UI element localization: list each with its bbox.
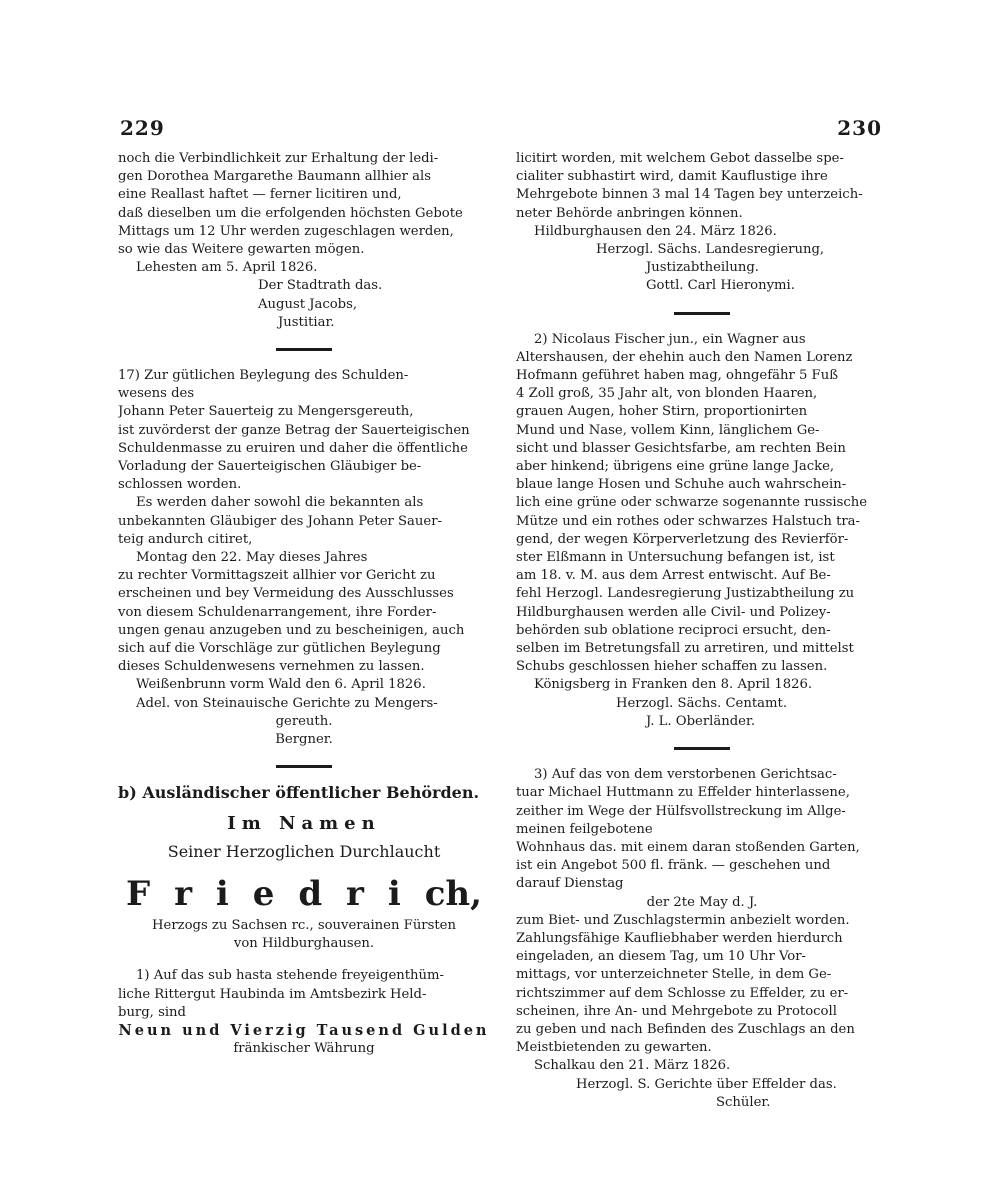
text-line: Wohnhaus das. mit einem daran stoßenden Garten,	[516, 839, 860, 855]
text-line: 4 Zoll groß, 35 Jahr alt, von blonden Haaren,	[516, 386, 818, 402]
text-line: wesens des	[118, 386, 195, 402]
text-line: licitirt worden, mit welchem Gebot dasselbe spe-	[516, 151, 844, 166]
text-line: mittags, vor unterzeichneter Stelle, in dem Ge-	[516, 967, 832, 983]
text-line: 2) Nicolaus Fischer jun., ein Wagner aus	[534, 331, 806, 347]
text-line: von diesem Schuldenarrangement, ihre Forder-	[118, 604, 437, 620]
signature-line: Gottl. Carl Hieronymi.	[646, 278, 795, 294]
text-line: Mütze und ein rothes oder schwarzes Halstuch tra-	[516, 513, 860, 529]
text-line: gen Dorothea Margarethe Baumann allhier als	[118, 169, 431, 185]
text-line: behörden sub oblatione reciproci ersucht, den-	[516, 622, 831, 638]
signature-line: Bergner.	[275, 732, 333, 748]
text-line: schlossen worden.	[118, 477, 242, 493]
text-line: 1) Auf das sub hasta stehende freyeigenthüm-	[136, 968, 445, 984]
seiner-line: Seiner Herzoglichen Durchlaucht	[167, 842, 441, 861]
text-line: Altershausen, der ehehin auch den Namen Lorenz	[516, 349, 853, 365]
ruler-name	[118, 871, 490, 917]
text-line: ist zuvörderst der ganze Betrag der Sauerteigischen	[118, 422, 470, 438]
text-line: sich auf die Vorschläge zur gütlichen Beylegung	[118, 641, 441, 657]
notice-date: Schalkau den 21. März 1826.	[534, 1058, 731, 1074]
right-column	[516, 150, 888, 1112]
text-line: zeither im Wege der Hülfsvollstreckung im Allge-	[516, 803, 846, 819]
text-line: unbekannten Gläubiger des Johann Peter Sauer-	[118, 513, 442, 529]
signature-line: Der Stadtrath das.	[258, 278, 383, 294]
ruler-name-letter: d	[298, 873, 323, 914]
amount-line: Neun und Vierzig Tausend Gulden	[118, 1021, 490, 1039]
signature-line: J. L. Oberländer.	[646, 713, 756, 729]
text-line: eine Reallast haftet — ferner licitiren und,	[118, 187, 402, 203]
section-divider	[276, 765, 332, 768]
signature-line: Justitiar.	[278, 314, 335, 330]
text-line: blaue lange Hosen und Schuhe auch wahrschein-	[516, 477, 847, 493]
text-line: selben im Betretungsfall zu arretiren, und mittelst	[516, 641, 854, 657]
text-line: grauen Augen, hoher Stirn, proportionirten	[516, 404, 808, 420]
signature-line: Schüler.	[716, 1094, 771, 1110]
text-line: Mund und Nase, vollem Kinn, länglichem Ge-	[516, 422, 820, 438]
text-line: 17) Zur gütlichen Beylegung des Schulden-	[118, 368, 409, 384]
text-line: zu rechter Vormittagszeit allhier vor Gericht zu	[118, 568, 436, 584]
text-line: ungen genau anzugeben und zu bescheinigen, auch	[118, 622, 465, 638]
text-line: lich eine grüne oder schwarze sogenannte russische	[516, 495, 868, 511]
text-line: Es werden daher sowohl die bekannten als	[136, 495, 424, 511]
signature-line: August Jacobs,	[258, 296, 358, 312]
text-line: daß dieselben um die erfolgenden höchsten Gebote	[118, 205, 463, 221]
ruler-name-letter: i	[387, 873, 401, 914]
section-heading: b) Ausländischer öffentlicher Behörden.	[118, 784, 480, 803]
section-divider	[276, 348, 332, 351]
text-line: Vorladung der Sauerteigischen Gläubiger be-	[118, 459, 422, 475]
text-line: der 2te May d. J.	[646, 894, 758, 910]
notice-date: Hildburghausen den 24. März 1826.	[534, 223, 777, 239]
text-line: meinen feilgebotene	[516, 821, 653, 837]
text-line: erscheinen und bey Vermeidung des Ausschlusses	[118, 586, 454, 602]
text-line: Mehrgebote binnen 3 mal 14 Tagen bey unterzeich-	[516, 187, 863, 203]
ruler-name-letter: i	[215, 873, 229, 914]
text-line: cialiter subhastirt wird, damit Kauflustige ihre	[516, 169, 828, 185]
text-line: dieses Schuldenwesens vernehmen zu lassen.	[118, 659, 425, 675]
text-line: teig andurch citiret,	[118, 531, 253, 547]
text-line: tuar Michael Huttmann zu Effelder hinterlassene,	[516, 785, 850, 801]
text-line: Johann Peter Sauerteig zu Mengersgereuth,	[118, 404, 414, 420]
text-line: Hofmann geführet haben mag, ohngefähr 5 Fuß	[516, 368, 838, 384]
ruler-name-letter: F	[126, 873, 151, 914]
text-line: Montag den 22. May dieses Jahres	[136, 550, 368, 566]
text-line: Schubs geschlossen hieher schaffen zu lassen.	[516, 659, 828, 675]
left-column	[118, 150, 490, 1058]
section-divider	[674, 312, 730, 315]
signature-line: Herzogl. Sächs. Centamt.	[616, 695, 788, 711]
text-line: Zahlungsfähige Kaufliebhaber werden hierdurch	[516, 930, 843, 946]
signature-line: gereuth.	[275, 713, 333, 729]
ruler-name-letter: r	[346, 873, 364, 914]
intro-notice	[118, 150, 490, 332]
text-line: neter Behörde anbringen können.	[516, 205, 743, 221]
text-line: am 18. v. M. aus dem Arrest entwischt. Auf Be-	[516, 568, 831, 584]
ruler-name-letter: r	[174, 873, 192, 914]
notice-date: Königsberg in Franken den 8. April 1826.	[534, 677, 813, 693]
signature-line: Justizabtheilung.	[646, 260, 759, 276]
text-line: ster Elßmann in Untersuchung befangen ist, ist	[516, 550, 835, 566]
signature-line: Herzogl. S. Gerichte über Effelder das.	[576, 1076, 837, 1092]
text-line: burg, sind	[118, 1004, 186, 1020]
amount-line: fränkischer Währung	[233, 1041, 375, 1057]
text-line: fehl Herzogl. Landesregierung Justizabtheilung zu	[516, 586, 855, 602]
text-line: Schuldenmasse zu eruiren und daher die öffentliche	[118, 440, 468, 456]
page-number-right: 230	[837, 116, 882, 140]
text-line: darauf Dienstag	[516, 876, 624, 892]
section-divider	[674, 747, 730, 750]
text-line: so wie das Weitere gewarten mögen.	[118, 242, 365, 258]
text-line: 3) Auf das von dem verstorbenen Gerichtsac-	[534, 767, 837, 783]
ruler-name-letter: e	[252, 873, 275, 914]
text-line: gend, der wegen Körperverletzung des Revierför-	[516, 531, 849, 547]
ruler-name-letter: ch,	[424, 873, 482, 914]
text-line: Meistbietenden zu gewarten.	[516, 1040, 712, 1056]
text-line: scheinen, ihre An- und Mehrgebote zu Protocoll	[516, 1003, 837, 1019]
signature-line: Herzogl. Sächs. Landesregierung,	[596, 242, 825, 258]
text-line: ist ein Angebot 500 fl. fränk. — geschehen und	[516, 858, 831, 874]
text-line: eingeladen, an diesem Tag, um 10 Uhr Vor-	[516, 949, 806, 965]
ruler-title: Herzogs zu Sachsen rc., souverainen Fürsten	[152, 917, 456, 933]
text-line: noch die Verbindlichkeit zur Erhaltung der ledi-	[118, 151, 439, 166]
notice-date: Lehesten am 5. April 1826.	[136, 260, 318, 276]
notice-17	[118, 367, 490, 749]
ruler-title: von Hildburghausen.	[233, 936, 375, 952]
text-line: sicht und blasser Gesichtsfarbe, am rechten Bein	[516, 440, 846, 456]
text-line: richtszimmer auf dem Schlosse zu Effelder, zu er-	[516, 985, 849, 1001]
signature-line: Adel. von Steinauische Gerichte zu Mengers-	[136, 695, 438, 711]
text-line: liche Rittergut Haubinda im Amtsbezirk Held-	[118, 986, 427, 1002]
notice-date: Weißenbrunn vorm Wald den 6. April 1826.	[136, 677, 426, 693]
page-number-left: 229	[120, 116, 165, 140]
text-line: aber hinkend; übrigens eine grüne lange Jacke,	[516, 459, 835, 475]
text-line: zu geben und nach Befinden des Zuschlags an den	[516, 1021, 855, 1037]
im-namen-heading: Im Namen	[227, 814, 381, 833]
text-line: Hildburghausen werden alle Civil- und Polizey-	[516, 604, 831, 620]
text-line: zum Biet- und Zuschlagstermin anbezielt worden.	[516, 912, 850, 928]
text-line: Mittags um 12 Uhr werden zugeschlagen werden,	[118, 223, 454, 239]
